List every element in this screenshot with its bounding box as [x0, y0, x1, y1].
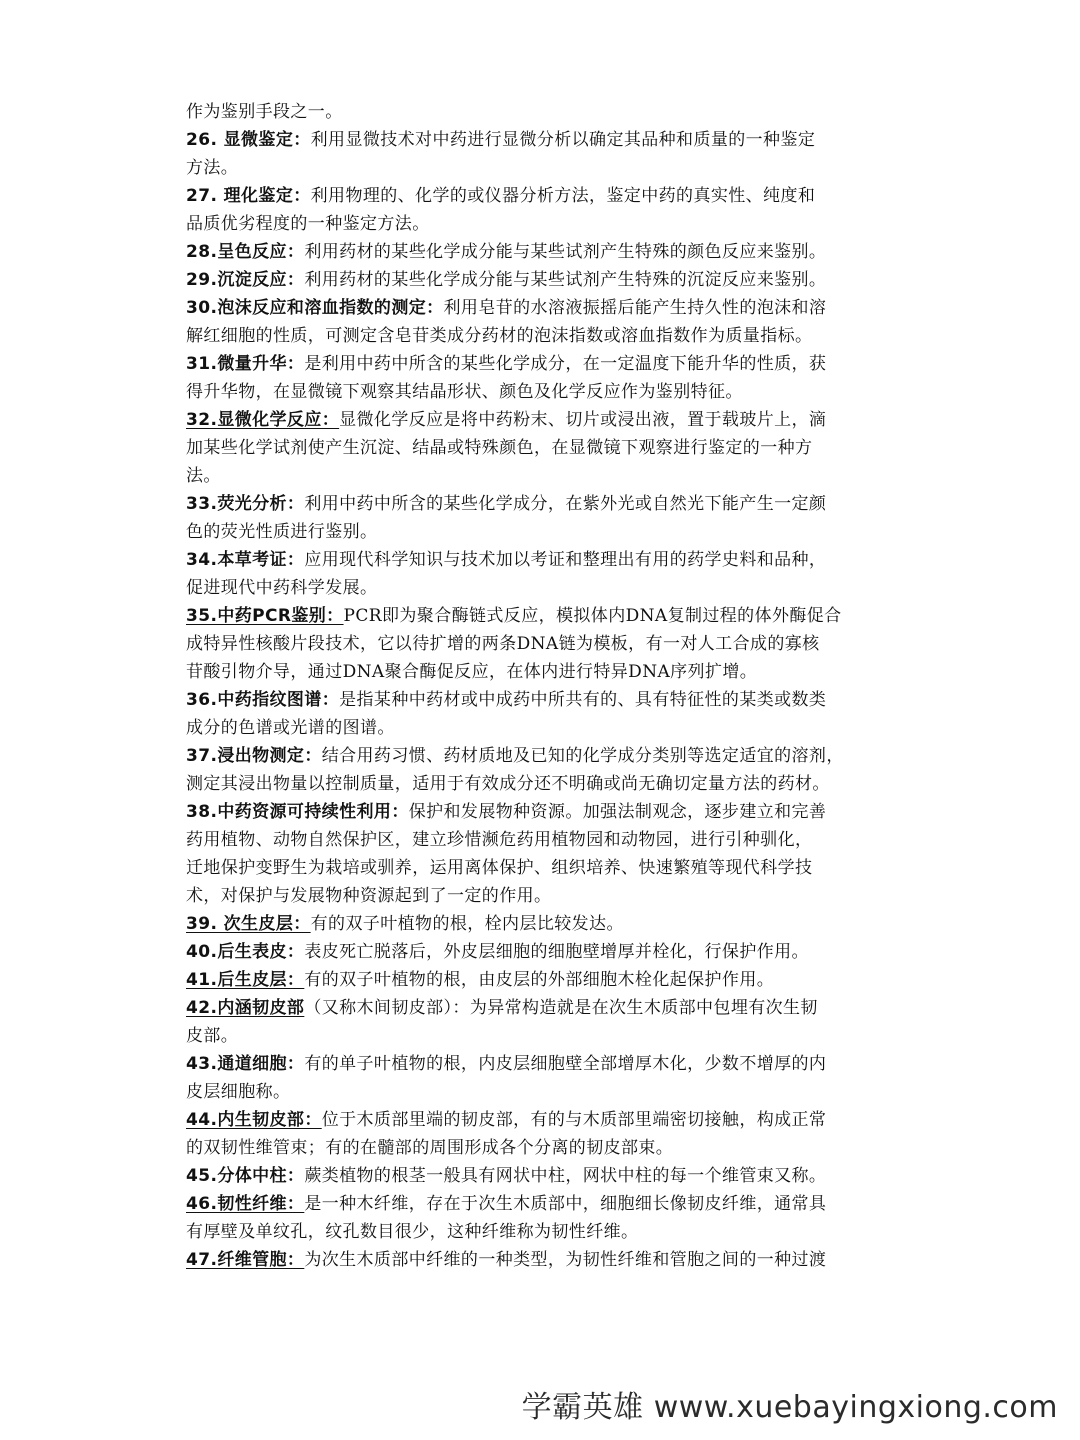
text-line — [186, 826, 898, 854]
text-line — [186, 1218, 898, 1246]
text-line — [186, 658, 898, 686]
definition-text: 有的双子叶植物的根，由皮层的外部细胞木栓化起保护作用。 — [304, 970, 775, 990]
term-heading: 30.泡沫反应和溶血指数的测定： — [186, 298, 444, 318]
definition-text: 的双韧性维管束；有的在髓部的周围形成各个分离的韧皮部束。 — [186, 1138, 674, 1158]
definition-text: 为次生木质部中纤维的一种类型，为韧性纤维和管胞之间的一种过渡 — [304, 1250, 827, 1270]
definition-text: 利用药材的某些化学成分能与某些试剂产生特殊的颜色反应来鉴别。 — [304, 242, 827, 262]
definition-entry — [186, 1162, 898, 1190]
definition-text: 是指某种中药材或中成药中所共有的、具有特征性的某类或数类 — [339, 690, 827, 710]
text-line — [186, 518, 898, 546]
definition-text: 术，对保护与发展物种资源起到了一定的作用。 — [186, 886, 552, 906]
text-line — [186, 854, 898, 882]
definition-entry — [186, 182, 898, 238]
text-line — [186, 938, 898, 966]
text-line — [186, 546, 898, 574]
definition-text: 利用中药中所含的某些化学成分，在紫外光或自然光下能产生一定颜 — [304, 494, 827, 514]
definition-entry — [186, 546, 898, 602]
term-heading: 45.分体中柱： — [186, 1166, 305, 1186]
text-line — [186, 1106, 898, 1134]
term-heading: 38.中药资源可持续性利用： — [186, 802, 409, 822]
term-heading: 41.后生皮层： — [186, 970, 305, 990]
definition-text: 解红细胞的性质，可测定含皂苷类成分药材的泡沫指数或溶血指数作为质量指标。 — [186, 326, 813, 346]
definition-text: 成分的色谱或光谱的图谱。 — [186, 718, 395, 738]
text-line — [186, 434, 898, 462]
text-line — [186, 770, 898, 798]
text-line — [186, 798, 898, 826]
text-line — [186, 266, 898, 294]
term-heading: 44.内生韧皮部： — [186, 1110, 322, 1130]
definition-entry — [186, 1246, 898, 1274]
definition-text: 迁地保护变野生为栽培或驯养，运用离体保护、组织培养、快速繁殖等现代科学技 — [186, 858, 813, 878]
definition-text: PCR即为聚合酶链式反应，模拟体内DNA复制过程的体外酶促合 — [343, 606, 842, 626]
text-line — [186, 882, 898, 910]
term-heading: 36.中药指纹图谱： — [186, 690, 340, 710]
term-heading: 27. 理化鉴定： — [186, 186, 311, 206]
definition-text: 是利用中药中所含的某些化学成分，在一定温度下能升华的性质，获 — [304, 354, 827, 374]
term-heading: 32.显微化学反应： — [186, 410, 340, 430]
text-line — [186, 1134, 898, 1162]
term-heading: 46.韧性纤维： — [186, 1194, 305, 1214]
text-line — [186, 1190, 898, 1218]
text-line — [186, 910, 898, 938]
definition-entry — [186, 686, 898, 742]
definition-entry — [186, 406, 898, 490]
definition-text: 皮层细胞称。 — [186, 1082, 291, 1102]
term-heading: 35.中药PCR鉴别： — [186, 606, 344, 626]
definition-entry — [186, 742, 898, 798]
term-heading: 47.纤维管胞： — [186, 1250, 305, 1270]
text-line — [186, 966, 898, 994]
definition-text: （又称木间韧皮部）：为异常构造就是在次生木质部中包埋有次生韧 — [304, 998, 818, 1018]
definition-text: 结合用药习惯、药材质地及已知的化学成分类别等选定适宜的溶剂， — [321, 746, 844, 766]
text-line — [186, 378, 898, 406]
definition-entry — [186, 994, 898, 1050]
text-line — [186, 1078, 898, 1106]
term-heading: 43.通道细胞： — [186, 1054, 305, 1074]
text-line — [186, 406, 898, 434]
definition-text: 促进现代中药科学发展。 — [186, 578, 378, 598]
definition-text: 保护和发展物种资源。加强法制观念，逐步建立和完善 — [408, 802, 827, 822]
text-line — [186, 994, 898, 1022]
text-line — [186, 98, 898, 126]
definition-entry — [186, 266, 898, 294]
term-heading: 29.沉淀反应： — [186, 270, 305, 290]
definition-entry — [186, 1106, 898, 1162]
text-line — [186, 238, 898, 266]
definition-text: 加某些化学试剂使产生沉淀、结晶或特殊颜色，在显微镜下观察进行鉴定的一种方 — [186, 438, 813, 458]
definition-text: 测定其浸出物量以控制质量，适用于有效成分还不明确或尚无确切定量方法的药材。 — [186, 774, 830, 794]
definition-entry — [186, 798, 898, 910]
definition-text: 成特异性核酸片段技术，它以待扩增的两条DNA链为模板，有一对人工合成的寡核 — [186, 634, 820, 654]
text-line — [186, 210, 898, 238]
definition-entry — [186, 294, 898, 350]
text-line — [186, 322, 898, 350]
definition-text: 利用药材的某些化学成分能与某些试剂产生特殊的沉淀反应来鉴别。 — [304, 270, 827, 290]
definition-entry — [186, 1190, 898, 1246]
text-line — [186, 462, 898, 490]
text-line — [186, 126, 898, 154]
definition-entry — [186, 910, 898, 938]
definition-text: 有的单子叶植物的根，内皮层细胞壁全部增厚木化，少数不增厚的内 — [304, 1054, 827, 1074]
definition-text: 得升华物，在显微镜下观察其结晶形状、颜色及化学反应作为鉴别特征。 — [186, 382, 743, 402]
definition-text: 蕨类植物的根茎一般具有网状中柱，网状中柱的每一个维管束又称。 — [304, 1166, 827, 1186]
term-heading: 39. 次生皮层： — [186, 914, 311, 934]
definition-text: 表皮死亡脱落后，外皮层细胞的细胞壁增厚并栓化，行保护作用。 — [304, 942, 809, 962]
text-line — [186, 686, 898, 714]
definition-text: 利用皂苷的水溶液振摇后能产生持久性的泡沫和溶 — [443, 298, 827, 318]
definition-text: 品质优劣程度的一种鉴定方法。 — [186, 214, 430, 234]
document-body — [186, 98, 898, 1274]
definition-text: 有厚壁及单纹孔，纹孔数目很少，这种纤维称为韧性纤维。 — [186, 1222, 639, 1242]
term-heading: 28.呈色反应： — [186, 242, 305, 262]
text-line — [186, 1162, 898, 1190]
text-line — [186, 574, 898, 602]
text-line — [186, 350, 898, 378]
definition-entry — [186, 98, 898, 126]
definition-text: 是一种木纤维，存在于次生木质部中，细胞细长像韧皮纤维，通常具 — [304, 1194, 827, 1214]
text-line — [186, 490, 898, 518]
term-heading: 26. 显微鉴定： — [186, 130, 311, 150]
term-heading: 34.本草考证： — [186, 550, 305, 570]
definition-entry — [186, 602, 898, 686]
definition-text: 位于木质部里端的韧皮部，有的与木质部里端密切接触，构成正常 — [321, 1110, 827, 1130]
text-line — [186, 602, 898, 630]
definition-text: 法。 — [186, 466, 221, 486]
text-line — [186, 742, 898, 770]
term-heading: 37.浸出物测定： — [186, 746, 322, 766]
definition-text: 皮部。 — [186, 1026, 239, 1046]
text-line — [186, 1246, 898, 1274]
definition-text: 色的荧光性质进行鉴别。 — [186, 522, 378, 542]
site-watermark: 学霸英雄 www.xuebayingxiong.com — [521, 1390, 1058, 1425]
definition-text: 利用物理的、化学的或仪器分析方法，鉴定中药的真实性、纯度和 — [310, 186, 816, 206]
text-line — [186, 182, 898, 210]
text-line — [186, 714, 898, 742]
text-line — [186, 154, 898, 182]
term-heading: 33.荧光分析： — [186, 494, 305, 514]
text-line — [186, 1050, 898, 1078]
definition-entry — [186, 350, 898, 406]
definition-text: 有的双子叶植物的根，栓内层比较发达。 — [310, 914, 624, 934]
text-line — [186, 630, 898, 658]
definition-entry — [186, 238, 898, 266]
text-line — [186, 294, 898, 322]
term-heading: 31.微量升华： — [186, 354, 305, 374]
definition-text: 应用现代科学知识与技术加以考证和整理出有用的药学史料和品种， — [304, 550, 827, 570]
definition-entry — [186, 490, 898, 546]
term-heading: 42.内涵韧皮部 — [186, 998, 305, 1018]
definition-text: 利用显微技术对中药进行显微分析以确定其品种和质量的一种鉴定 — [310, 130, 816, 150]
definition-entry — [186, 1050, 898, 1106]
definition-entry — [186, 938, 898, 966]
text-line — [186, 1022, 898, 1050]
definition-text: 显微化学反应是将中药粉末、切片或浸出液，置于载玻片上，滴 — [339, 410, 827, 430]
definition-text: 苷酸引物介导，通过DNA聚合酶促反应，在体内进行特异DNA序列扩增。 — [186, 662, 758, 682]
definition-text: 药用植物、动物自然保护区，建立珍惜濒危药用植物园和动物园，进行引种驯化， — [186, 830, 813, 850]
definition-text: 方法。 — [186, 158, 239, 178]
term-heading: 40.后生表皮： — [186, 942, 305, 962]
definition-entry — [186, 126, 898, 182]
definition-text: 作为鉴别手段之一。 — [186, 102, 343, 122]
definition-entry — [186, 966, 898, 994]
